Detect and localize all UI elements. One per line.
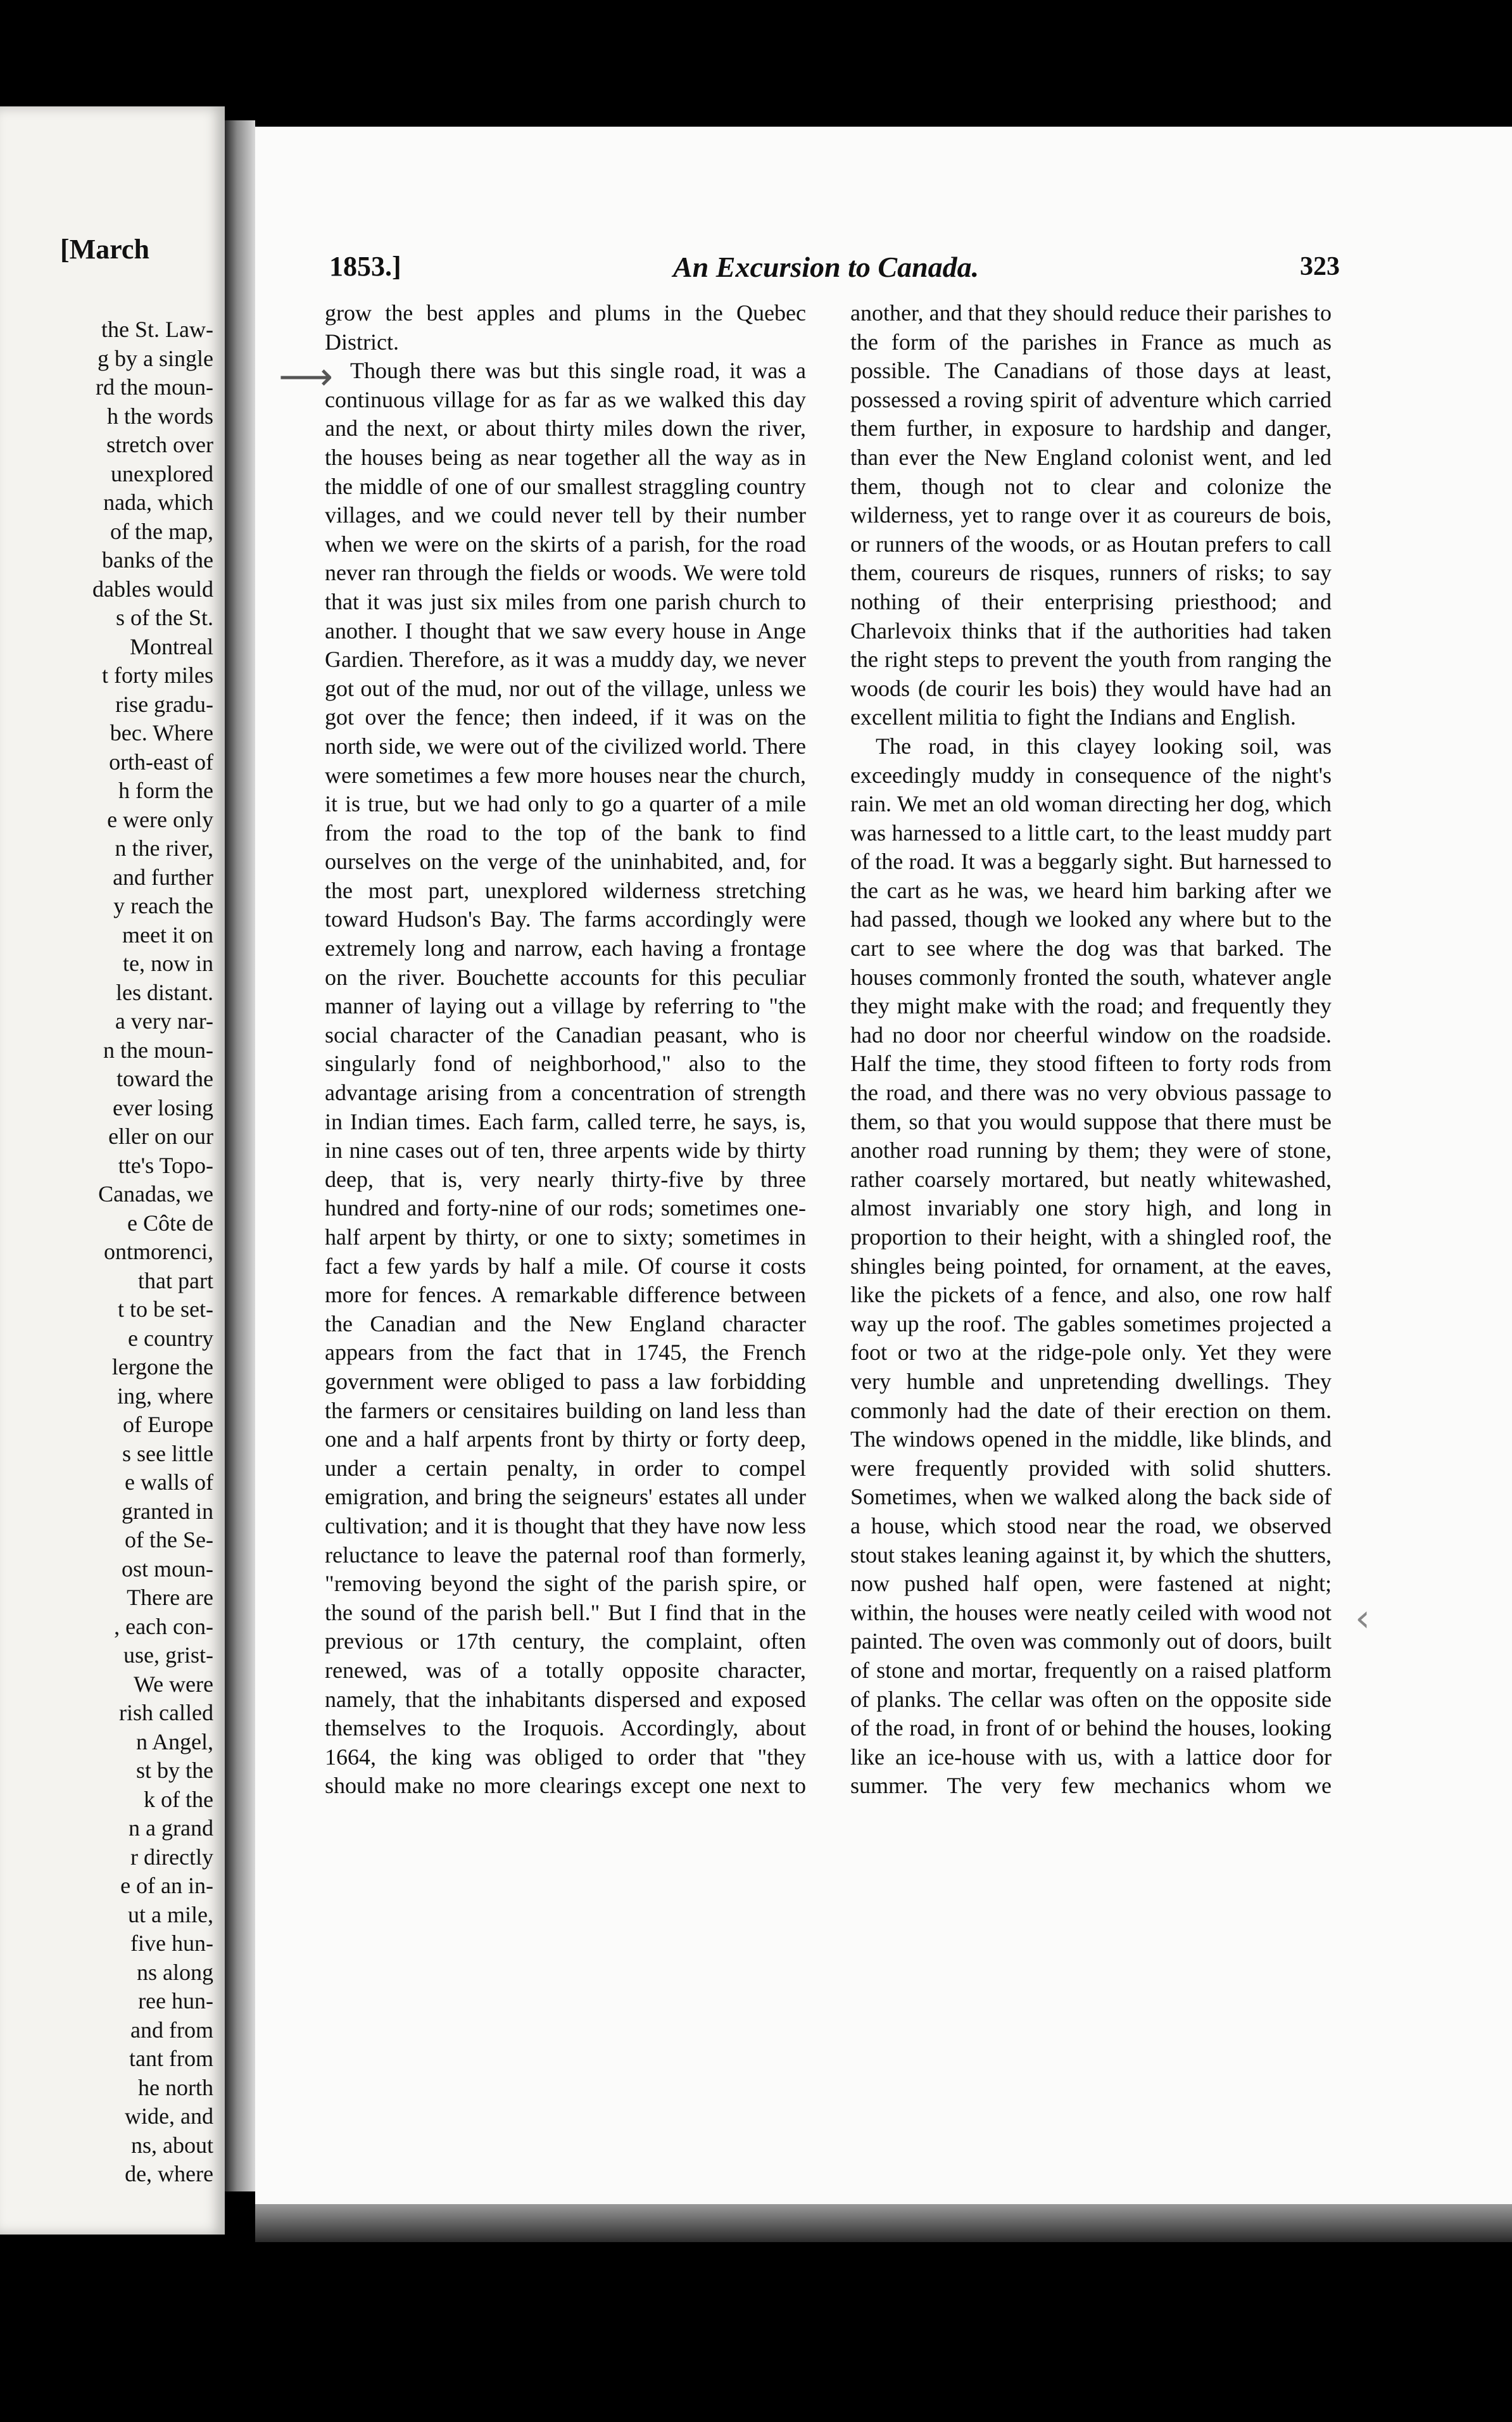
- right-page: [255, 127, 1512, 2204]
- left-fragment-line: rd the moun-: [96, 374, 213, 400]
- left-fragment-line: e Côte de: [127, 1210, 213, 1236]
- left-fragment-line: Canadas, we: [98, 1181, 213, 1207]
- left-fragment-line: e walls of: [125, 1469, 213, 1495]
- left-fragment-line: n a grand: [129, 1815, 213, 1841]
- left-page-text-fragments: [4, 315, 213, 2189]
- left-fragment-line: and further: [113, 864, 213, 890]
- left-fragment-line: h form the: [118, 778, 213, 803]
- left-fragment-line: de, where: [125, 2161, 213, 2186]
- paragraph: another, and that they should reduce their parishes to the form of the parishes in France as much as possible. The Canadians of those days at least, possessed a roving spirit of adventure which carried them further, in exposure to hardship and danger, than ever the New England colonist went, and led them, though not to clear and colonize the wilderness, yet to range over it as coureurs de bois, or runners of the woods, or as Houtan prefers to call them, coureurs de risques, runners of risks; to say nothing of their enterprising priesthood; and Charlevoix thinks that if the authorities had taken the right steps to prevent the youth from ranging the woods (de courir les bois) they would have had an excellent militia to fight the Indians and English.: [850, 300, 1332, 730]
- left-fragment-line: g by a single: [98, 345, 213, 371]
- left-fragment-line: les distant.: [116, 979, 213, 1005]
- left-fragment-line: n the river,: [115, 835, 213, 861]
- left-fragment-line: k of the: [144, 1786, 213, 1812]
- page-header: [255, 250, 1512, 288]
- left-fragment-line: ree hun-: [138, 1988, 213, 2013]
- left-fragment-line: eller on our: [108, 1124, 213, 1149]
- left-fragment-line: he north: [138, 2074, 213, 2100]
- left-fragment-line: ost moun-: [121, 1556, 213, 1582]
- left-fragment-line: rise gradu-: [115, 691, 213, 717]
- scan-bottom-edge: [255, 2204, 1512, 2242]
- left-fragment-line: ut a mile,: [128, 1901, 213, 1927]
- left-fragment-line: ontmorenci,: [104, 1239, 213, 1264]
- margin-caret-mark: ‹: [1355, 1596, 1370, 1640]
- left-fragment-line: dables would: [92, 576, 213, 602]
- left-fragment-line: y reach the: [113, 893, 213, 918]
- paragraph: Though there was but this single road, it was a continuous village for as far as we walked this day and the next, or about thirty miles down the river, the houses being as near together all the way as in the middle of one of our smallest straggling country villages, and we could never tell by their number when we were on the skirts of a parish, for the road never ran through the fields or woods. We were told that it was just six miles from one parish church to another. I thought that we saw every house in Ange Gardien. Therefore, as it was a muddy day, we never got out of the mud, nor out of the village, unless we got over the fence; then indeed, if it was on the north side, we were out of the civilized world. There were sometimes a few more houses near the church, it is true, but we had only to go a quarter of a mile from the road to the top of the bank to find ourselves on the verge of the uninhabited, and, for the most part, unexplored wilderness stretching toward Hudson's Bay. The farms accordingly were extremely long and narrow, each having a frontage on the river. Bouchette accounts for this peculiar manner of laying out a village by referring to "the social character of the Canadian peasant, who is singularly fond of neighborhood," also to the advantage arising from a concentration of strength in Indian times. Each farm, called terre, he says, is, in nine cases out of ten, three arpents wide by thirty deep, that is, very nearly thirty-five by three hundred and forty-nine of our rods; sometimes one-half arpent by thirty, or one to sixty; sometimes in fact a few yards by half a mile. Of course it costs more for fences. A remarkable difference between the Canadian and the New England character appears from the fact that in 1745, the French government were obliged to pass a law forbidding the farmers or censitaires building on land less than one and a half arpents front by thirty or forty deep, under a certain penalty, in order to compel emigration, and bring the seigneurs' estates all under cultivation; and it is thought that they have now less reluctance to leave the paternal roof than formerly, "removing beyond the sight of the parish spire, or the sound of the parish bell." But I find that in the previous or 17th century, the complaint, often renewed, was of a totally opposite character, namely, that the inhabitants dispersed and exposed themselves to the Iroquois. Accordingly, about 1664, the king was obliged to order that "they should make no more clearings except one next to: [325, 358, 806, 1799]
- left-fragment-line: There are: [127, 1585, 213, 1610]
- text-column-2: [850, 299, 1332, 1801]
- left-page: [0, 106, 225, 2235]
- left-fragment-line: rish called: [119, 1700, 213, 1725]
- page-gutter: [225, 120, 255, 2191]
- left-fragment-line: , each con-: [114, 1613, 213, 1639]
- left-fragment-line: granted in: [122, 1498, 213, 1524]
- left-fragment-line: stretch over: [106, 432, 213, 457]
- left-fragment-line: the St. Law-: [101, 317, 213, 342]
- left-fragment-line: n Angel,: [136, 1728, 213, 1754]
- left-fragment-line: s of the St.: [115, 605, 213, 630]
- paragraph: grow the best apples and plums in the Quebec District.: [325, 300, 806, 355]
- left-fragment-line: nada, which: [103, 490, 213, 515]
- left-fragment-line: banks of the: [102, 547, 213, 573]
- left-fragment-line: e were only: [107, 806, 213, 832]
- left-fragment-line: t forty miles: [102, 663, 213, 688]
- left-fragment-line: st by the: [136, 1758, 213, 1783]
- left-fragment-line: and from: [130, 2017, 213, 2043]
- header-year: 1853.]: [329, 251, 401, 282]
- header-page-number: 323: [1300, 252, 1340, 281]
- left-fragment-line: tte's Topo-: [118, 1152, 213, 1178]
- left-fragment-line: use, grist-: [123, 1642, 213, 1668]
- left-fragment-line: of the map,: [110, 518, 213, 544]
- left-fragment-line: toward the: [117, 1066, 213, 1091]
- left-fragment-line: lergone the: [111, 1354, 213, 1379]
- left-fragment-line: unexplored: [111, 460, 213, 486]
- left-fragment-line: a very nar-: [115, 1008, 213, 1034]
- left-fragment-line: that part: [138, 1267, 213, 1293]
- left-fragment-line: five hun-: [130, 1931, 213, 1956]
- left-fragment-line: s see little: [122, 1440, 213, 1466]
- left-fragment-line: Montreal: [130, 633, 213, 659]
- header-title: An Excursion to Canada.: [673, 251, 980, 283]
- left-fragment-line: of the Se-: [125, 1527, 213, 1552]
- left-fragment-line: meet it on: [122, 922, 213, 948]
- left-fragment-line: ing, where: [117, 1383, 213, 1409]
- left-fragment-line: bec. Where: [110, 720, 213, 745]
- left-fragment-line: ns, about: [131, 2132, 213, 2158]
- left-fragment-line: n the moun-: [103, 1037, 213, 1063]
- left-fragment-line: r directly: [130, 1844, 213, 1870]
- left-fragment-line: wide, and: [125, 2103, 213, 2129]
- left-fragment-line: of Europe: [123, 1412, 213, 1437]
- left-fragment-line: e of an in-: [120, 1873, 213, 1898]
- left-fragment-line: t to be set-: [118, 1297, 213, 1322]
- left-fragment-line: tant from: [129, 2046, 213, 2071]
- left-fragment-line: e country: [128, 1325, 213, 1351]
- left-fragment-line: te, now in: [123, 951, 213, 976]
- left-fragment-line: ever losing: [113, 1094, 213, 1120]
- left-fragment-line: orth-east of: [109, 749, 213, 775]
- left-fragment-line: ns along: [137, 1959, 213, 1985]
- left-fragment-line: We were: [133, 1671, 213, 1697]
- paragraph: The road, in this clayey looking soil, was exceedingly muddy in consequence of the night's rain. We met an old woman directing her dog, which was harnessed to a little cart, to the least muddy part of the road. It was a beggarly sight. But harnessed to the cart as he was, we heard him barking after we had passed, though we looked any where but to the cart to see where the dog was that barked. The houses commonly fronted the south, whatever angle they might make with the road; and frequently they had no door nor cheerful window on the roadside. Half the time, they stood fifteen to forty rods from the road, and there was no very obvious passage to them, so that you would suppose that there must be another road running by them; they were of stone, rather coarsely mortared, but neatly whitewashed, almost invariably one story high, and long in proportion to their height, with a shingled roof, the shingles being pointed, for ornament, at the eaves, like the pickets of a fence, and also, one row half way up the roof. The gables sometimes projected a foot or two at the ridge-pole only. Yet they were very humble and unpretending dwellings. They commonly had the date of their erection on them. The windows opened in the middle, like blinds, and were frequently provided with solid shutters. Sometimes, when we walked along the back side of a house, which stood near the road, we observed stout stakes leaning against it, by which the shutters, now pushed half open, were fastened at night; within, the houses were neatly ceiled with wood not painted. The oven was commonly out of doors, built of stone and mortar, frequently on a raised platform of planks. The cellar was often on the opposite side of the road, in front of or behind the houses, looking like an ice-house with us, with a lattice door for summer. The very few mechanics whom we: [850, 733, 1332, 1799]
- left-fragment-line: h the words: [107, 403, 213, 429]
- margin-arrow-mark: ⟶: [279, 355, 334, 399]
- left-running-head: [March: [60, 234, 149, 265]
- text-column-1: [325, 299, 806, 1801]
